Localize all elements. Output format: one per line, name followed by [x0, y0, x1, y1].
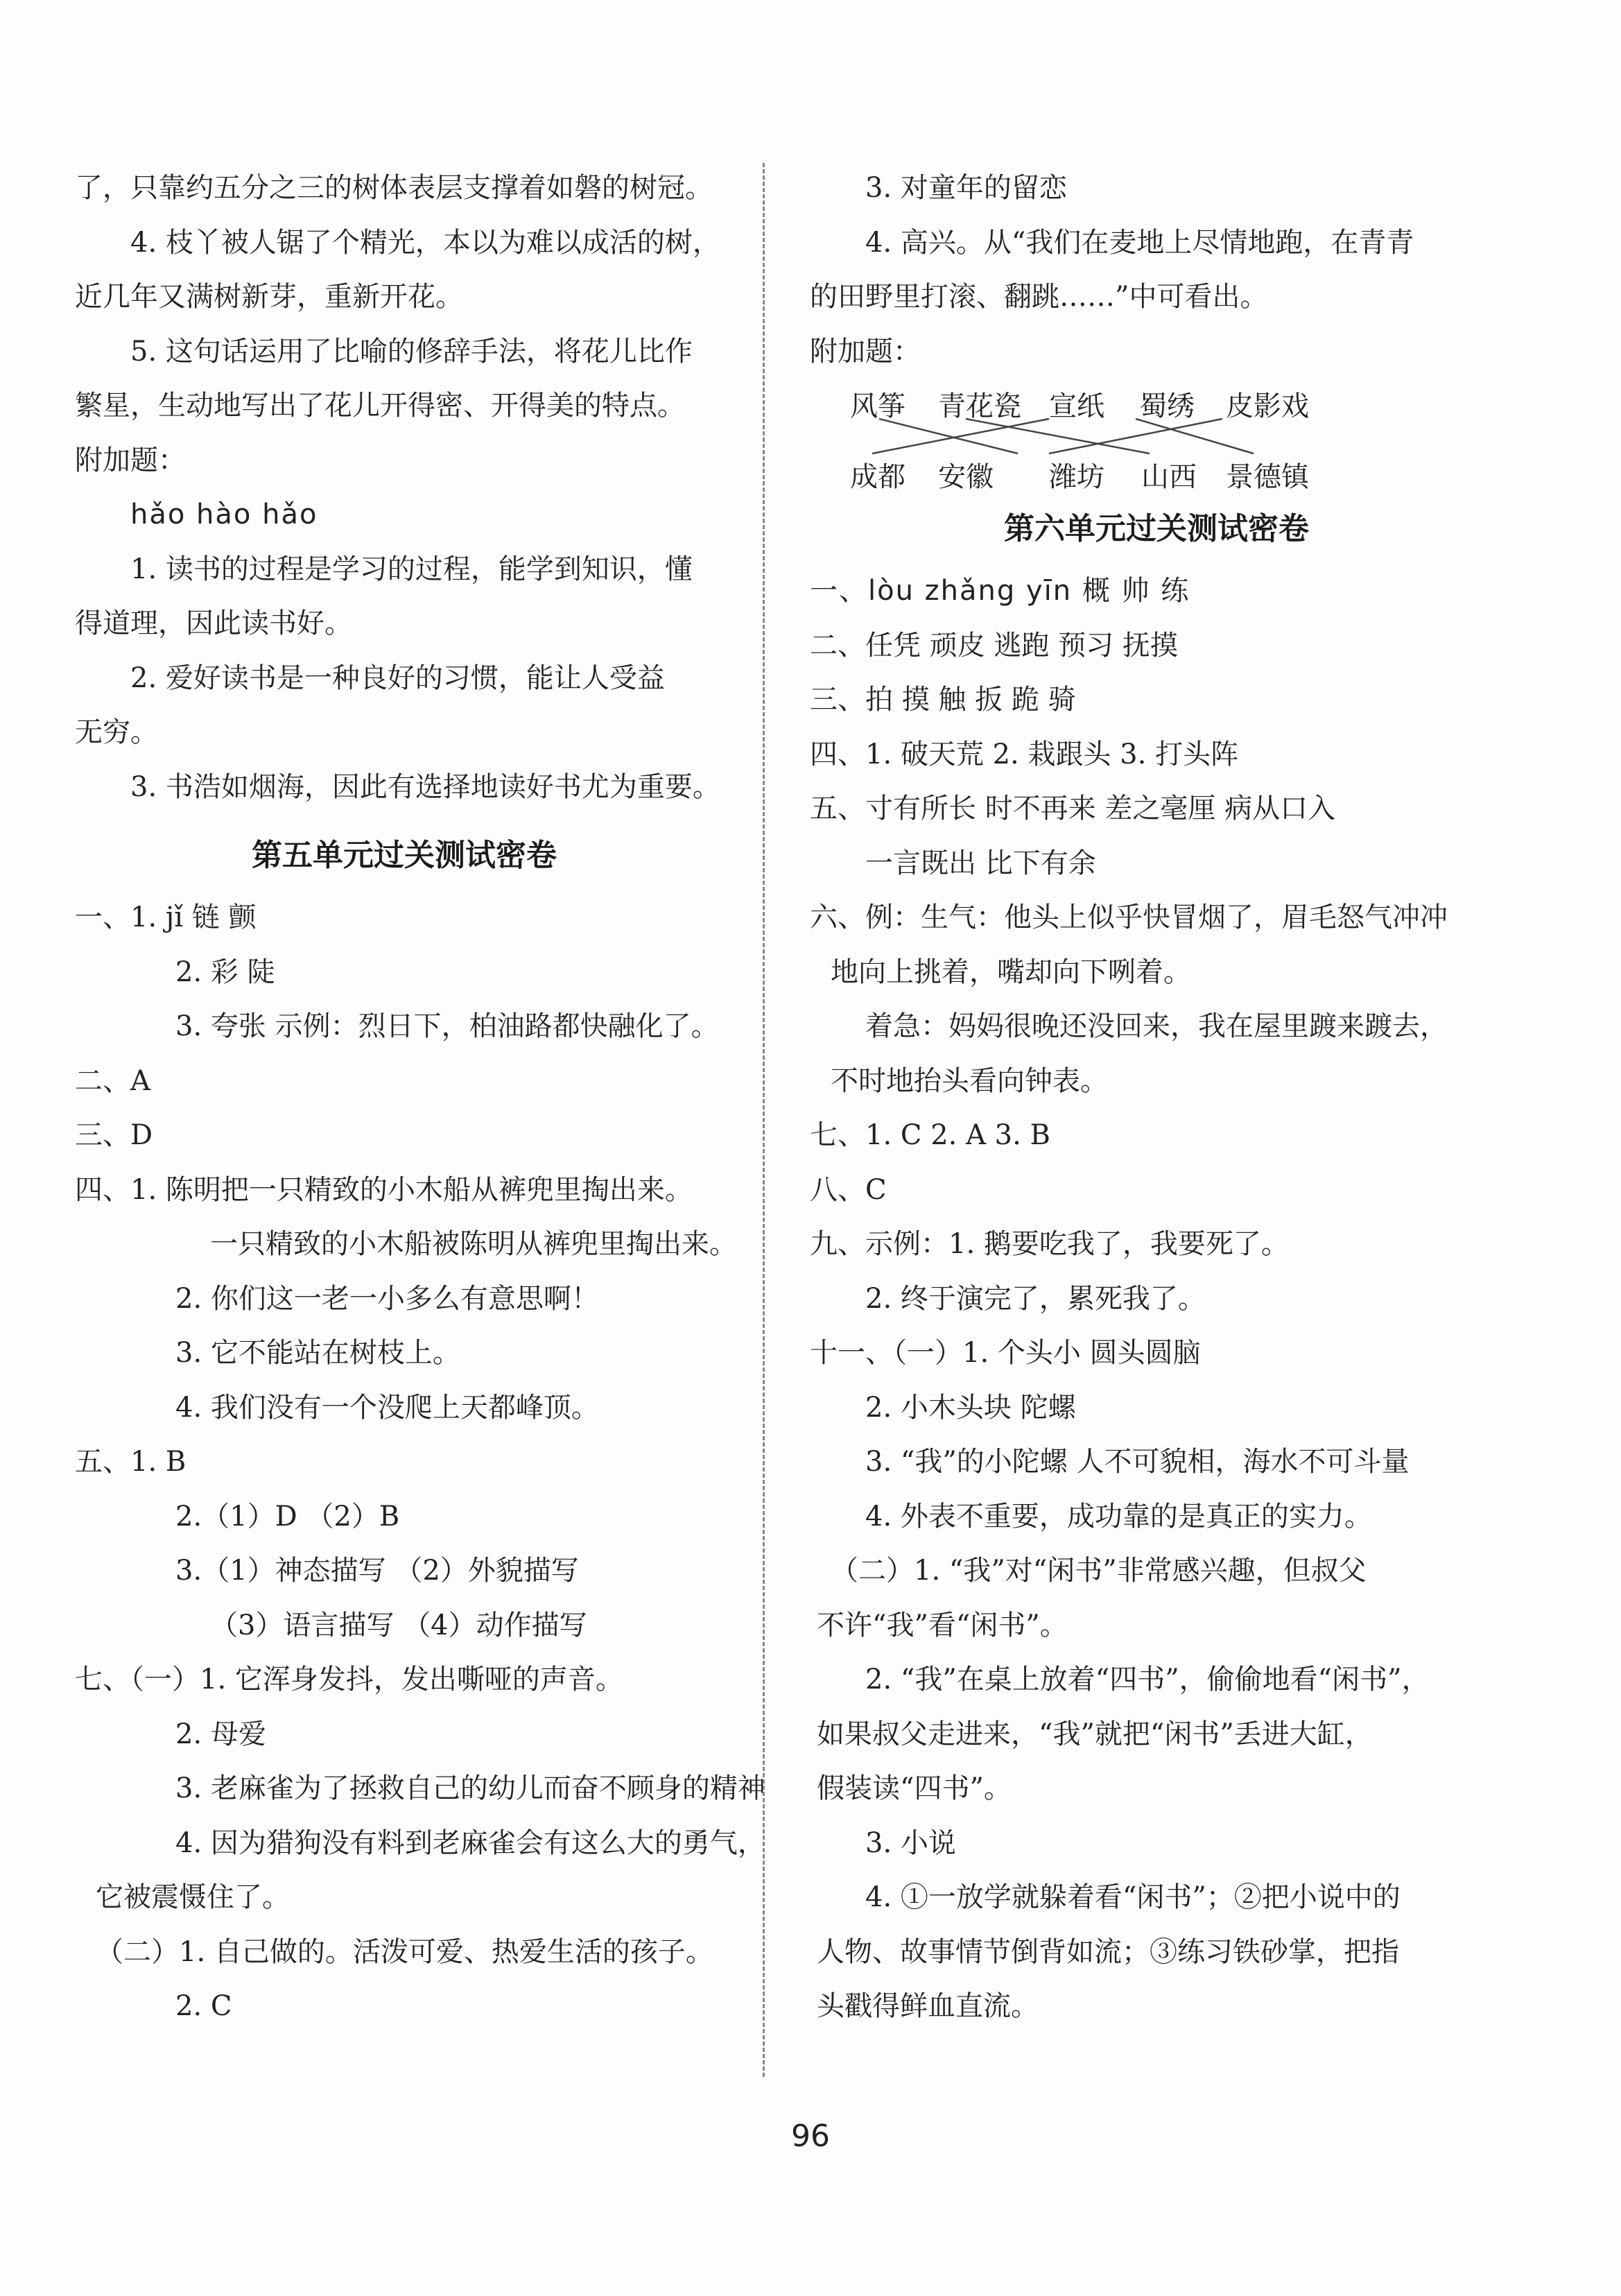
answer-line: 九、示例：1. 鹅要吃我了，我要死了。 [810, 1228, 1289, 1260]
page-number: 96 [791, 2118, 830, 2154]
answer-line: （3）语言描写 （4）动作描写 [210, 1609, 587, 1641]
answer-line: 无穷。 [75, 716, 158, 748]
answer-line: 3. “我”的小陀螺 人不可貌相，海水不可斗量 [865, 1446, 1410, 1478]
answer-line: （二）1. “我”对“闲书”非常感兴趣，但叔父 [831, 1555, 1367, 1587]
answer-line: 3.（1）神态描写 （2）外貌描写 [175, 1555, 579, 1587]
answer-line: 着急：妈妈很晚还没回来，我在屋里踱来踱去， [865, 1010, 1448, 1042]
answer-line: 4. 枝丫被人锯了个精光，本以为难以成活的树， [130, 226, 720, 259]
answer-line: 它被震慑住了。 [96, 1881, 290, 1913]
answer-line: 五、寸有所长 时不再来 差之毫厘 病从口入 [810, 793, 1336, 825]
answer-line: 3. 夸张 示例：烈日下，柏油路都快融化了。 [175, 1010, 719, 1042]
answer-line: 地向上挑着，嘴却向下咧着。 [831, 956, 1191, 988]
answer-line: 1. 读书的过程是学习的过程，能学到知识，懂 [130, 553, 693, 585]
answer-line: 繁星，生动地写出了花儿开得密、开得美的特点。 [75, 390, 685, 422]
answer-line: 一言既出 比下有余 [865, 847, 1096, 879]
answer-line: 如果叔父走进来，“我”就把“闲书”丢进大缸， [817, 1718, 1373, 1750]
answer-line: 了，只靠约五分之三的树体表层支撑着如磐的树冠。 [75, 172, 713, 204]
answer-line: 七、1. C 2. A 3. B [810, 1119, 1050, 1151]
column-divider [763, 163, 765, 2077]
answer-line: 三、拍 摸 触 扳 跪 骑 [810, 684, 1076, 716]
match-item-bottom: 成都 [850, 461, 905, 493]
answer-line: 4. ①一放学就躲着看“闲书”；②把小说中的 [865, 1881, 1401, 1913]
match-item-top: 皮影戏 [1226, 390, 1309, 422]
answer-line: 七、（一）1. 它浑身发抖，发出嘶哑的声音。 [75, 1664, 623, 1695]
answer-line: 二、A [75, 1064, 150, 1097]
answer-line: 2. 小木头块 陀螺 [865, 1391, 1076, 1424]
answer-line: 四、1. 陈明把一只精致的小木船从裤兜里掏出来。 [75, 1173, 693, 1206]
answer-line: 3. 小说 [865, 1827, 956, 1859]
answer-line: 3. 老麻雀为了拯救自己的幼儿而奋不顾身的精神 [175, 1772, 765, 1804]
answer-line: 二、任凭 顽皮 逃跑 预习 抚摸 [810, 629, 1178, 662]
answer-line: 2. 你们这一老一小多么有意思啊！ [175, 1282, 599, 1315]
answer-line: 十一、（一）1. 个头小 圆头圆脑 [810, 1337, 1201, 1369]
match-item-bottom: 山西 [1141, 461, 1197, 493]
answer-line: 2. 彩 陡 [175, 956, 275, 988]
answer-line: 5. 这句话运用了比喻的修辞手法，将花儿比作 [130, 335, 693, 368]
match-item-top: 青花瓷 [938, 390, 1021, 422]
left-column [75, 161, 765, 2034]
section-title-unit6: 第六单元过关测试密卷 [1004, 511, 1309, 546]
answer-line: 2. “我”在桌上放着“四书”，偷偷地看“闲书”， [865, 1664, 1430, 1695]
answer-line: 八、C [810, 1173, 887, 1206]
answer-line: 近几年又满树新芽，重新开花。 [75, 281, 463, 313]
answer-line: 4. 外表不重要，成功靠的是真正的实力。 [865, 1500, 1372, 1533]
answer-line: 一只精致的小木船被陈明从裤兜里掏出来。 [210, 1228, 737, 1260]
answer-line: 3. 对童年的留恋 [865, 172, 1067, 204]
answer-line: 2. 爱好读书是一种良好的习惯，能让人受益 [130, 662, 665, 694]
answer-line: 三、D [75, 1119, 153, 1151]
match-item-bottom: 安徽 [938, 461, 994, 493]
answer-line: （二）1. 自己做的。活泼可爱、热爱生活的孩子。 [96, 1935, 713, 1968]
answer-line: 3. 书浩如烟海，因此有选择地读好书尤为重要。 [130, 770, 720, 803]
answer-line: 2. 终于演完了，累死我了。 [865, 1282, 1206, 1315]
answer-line: 4. 高兴。从“我们在麦地上尽情地跑，在青青 [865, 226, 1414, 259]
answer-line: 得道理，因此读书好。 [75, 607, 352, 639]
answer-line: 四、1. 破天荒 2. 栽跟头 3. 打头阵 [810, 738, 1239, 770]
answer-line: 假装读“四书”。 [817, 1772, 1012, 1804]
bonus-label: 附加题： [75, 444, 186, 476]
answer-line: 人物、故事情节倒背如流；③练习铁砂掌，把指 [817, 1935, 1399, 1968]
answer-line: 不许“我”看“闲书”。 [817, 1609, 1068, 1641]
pinyin-answer: hǎo hào hǎo [130, 499, 318, 530]
answer-line: 4. 因为猎狗没有料到老麻雀会有这么大的勇气， [175, 1827, 765, 1859]
matching-exercise [810, 379, 1503, 491]
match-item-bottom: 景德镇 [1226, 461, 1309, 493]
answer-line: 一、lòu zhǎng yīn 概 帅 练 [810, 575, 1190, 607]
match-item-top: 宣纸 [1049, 390, 1104, 422]
match-line [966, 419, 1150, 454]
match-item-top: 蜀绣 [1139, 390, 1195, 422]
answer-line: 2.（1）D （2）B [175, 1500, 400, 1533]
section-title-unit5: 第五单元过关测试密卷 [252, 838, 557, 873]
answer-line: 一、1. jǐ 链 颤 [75, 901, 257, 933]
answer-line: 2. 母爱 [175, 1718, 266, 1750]
right-column [810, 161, 1503, 2034]
answer-line: 头戳得鲜血直流。 [817, 1990, 1039, 2022]
answer-line: 五、1. B [75, 1446, 187, 1478]
answer-line: 不时地抬头看向钟表。 [831, 1064, 1108, 1097]
answer-line: 六、例：生气：他头上似乎快冒烟了，眉毛怒气冲冲 [810, 901, 1448, 933]
answer-line: 4. 我们没有一个没爬上天都峰顶。 [175, 1391, 599, 1424]
match-item-bottom: 潍坊 [1049, 461, 1104, 493]
answer-line: 2. C [175, 1990, 232, 2022]
answer-line: 的田野里打滚、翻跳……”中可看出。 [810, 281, 1268, 313]
match-item-top: 风筝 [850, 390, 905, 422]
answer-line: 3. 它不能站在树枝上。 [175, 1337, 460, 1369]
bonus-label: 附加题： [810, 335, 921, 368]
